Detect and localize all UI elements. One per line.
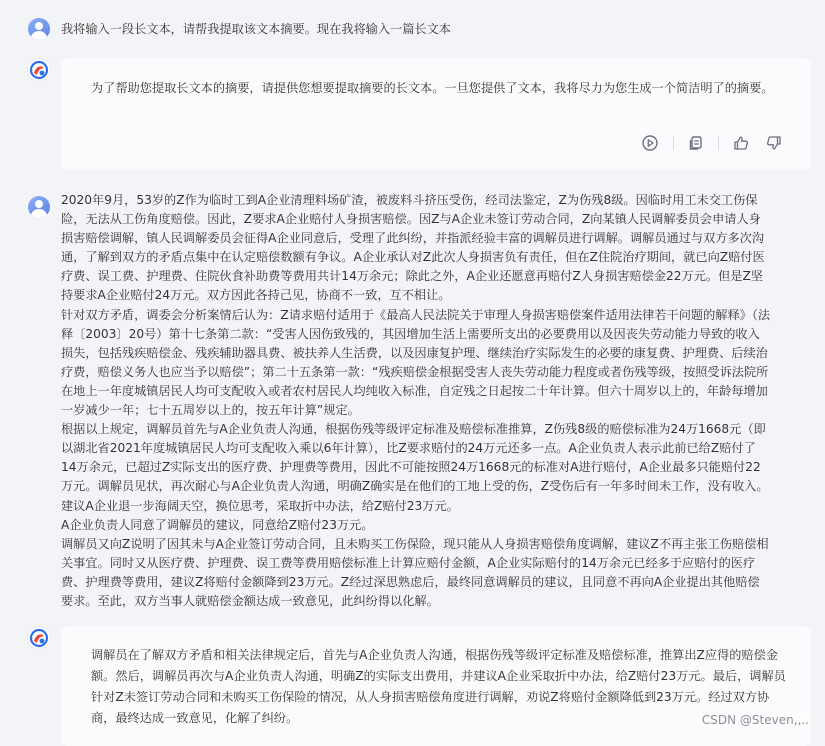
- watermark: CSDN @Steven,,..: [701, 713, 809, 727]
- bot-message: 调解员在了解双方矛盾和相关法律规定后，首先与A企业负责人沟通，根据伤残等级评定标准及赔偿标准，推算出Z应得的赔偿金额。然后，调解员再次与A企业负责人沟通，明确Z的实际支出费用，并建议A企业采取折中办法，给Z赔付23万元。最后，调解员针对Z未签订劳动合同和未购买工伤保险的情况，从人身损害赔偿角度进行调解，劝说Z将赔付金额降低到23万元。经过双方协商，最终达成一致意见，化解了纠纷。: [91, 648, 786, 725]
- message-paragraph: A企业负责人同意了调解员的建议，同意给Z赔付23万元。: [61, 517, 374, 532]
- user-avatar: [28, 18, 50, 40]
- action-divider: [718, 136, 719, 150]
- bot-response-card: [61, 58, 811, 170]
- bot-response-card: [61, 626, 811, 746]
- action-divider: [673, 136, 674, 150]
- message-paragraph: 2020年9月，53岁的Z作为临时工到A企业清理料场矿渣，被废料斗挤压受伤，经司法鉴定，Z为伤残8级。因临时用工未交工伤保险，无法从工伤角度赔偿。因此，Z要求A企业赔付人身损害赔偿。因Z与A企业未签订劳动合同，Z向某镇人民调解委员会申请人身损害赔偿调解，镇人民调解委员会征得A企业同意后，受理了此纠纷，并指派经验丰富的调解员进行调解。调解员通过与双方多次沟通，了解到双方的矛盾点集中在认定赔偿数额有争议。A企业承认对Z此次人身损害负有责任，但在Z住院治疗期间，就已向Z赔付医疗费、误工费、护理费、住院伙食补助费等费用共计14万余元；除此之外，A企业还愿意再赔付Z人身损害赔偿金22万元。但是Z坚持要求A企业赔付24万元。双方因此各持己见，协商不一致，互不相让。: [61, 193, 765, 303]
- message-paragraph: 调解员又向Z说明了因其未与A企业签订劳动合同，且未购买工伤保险，现只能从人身损害赔偿角度调解，建议Z不再主张工伤赔偿相关事宜。同时又从医疗费、护理费、误工费等费用赔偿标准上计算应赔付金额，A企业实际赔付的14万余元已经多于应赔付的医疗费、护理费等费用，建议Z将赔付金额降到23万元。Z经过深思熟虑后，最终同意调解员的建议，且同意不再向A企业提出其他赔偿要求。至此，双方当事人就赔偿金额达成一致意见，此纠纷得以化解。: [61, 536, 769, 608]
- message-paragraph: 根据以上规定，调解员首先与A企业负责人沟通，根据伤残等级评定标准及赔偿标准推算，Z伤残8级的赔偿标准为24万1668元（即以湖北省2021年度城镇居民人均可支配收入乘以6年计算），比Z要求赔付的24万元还多一点。A企业负责人表示此前已给Z赔付了14万余元，已超过Z实际支出的医疗费、护理费等费用，因此不可能按照24万1668元的标准对A进行赔付，A企业最多只能赔付22万元。调解员见状，再次耐心与A企业负责人沟通，明确Z确实是在他们的工地上受的伤，Z受伤后有一年多时间未工作，没有收入。建议A企业退一步海阔天空，换位思考，采取折中办法，给Z赔付23万元。: [61, 422, 769, 513]
- bot-logo-icon: [28, 59, 50, 81]
- bot-message: 为了帮助您提取长文本的摘要，请提供您想要提取摘要的长文本。一旦您提供了文本，我将尽力为您生成一个简洁明了的摘要。: [91, 81, 774, 95]
- bot-avatar: [28, 59, 50, 81]
- user-long-message: [61, 191, 771, 611]
- thumbs-up-icon[interactable]: [732, 134, 750, 152]
- copy-icon[interactable]: [687, 134, 705, 152]
- message-paragraph: 针对双方矛盾，调委会分析案情后认为：Z请求赔付适用于《最高人民法院关于审理人身损害赔偿案件适用法律若干问题的解释》（法释〔2003〕20号）第十七条第二款：“受害人因伤致残的，其因增加生活上需要所支出的必要费用以及因丧失劳动能力导致的收入损失，包括残疾赔偿金、残疾辅助器具费、被扶养人生活费，以及因康复护理、继续治疗实际发生的必要的康复费、护理费、后续治疗费，赔偿义务人也应当予以赔偿”；第二十五条第一款：“残疾赔偿金根据受害人丧失劳动能力程度或者伤残等级，按照受诉法院所在地上一年度城镇居民人均可支配收入或者农村居民人均纯收入标准，自定残之日起按二十年计算。但六十周岁以上的，年龄每增加一岁减少一年；七十五周岁以上的，按五年计算”规定。: [61, 307, 771, 418]
- user-message: 我将输入一段长文本，请帮我提取该文本摘要。现在我将输入一篇长文本: [61, 22, 451, 36]
- user-avatar: [28, 196, 50, 218]
- bot-avatar: [28, 627, 50, 649]
- bot-logo-icon: [28, 627, 50, 649]
- play-icon[interactable]: [641, 134, 659, 152]
- thumbs-down-icon[interactable]: [765, 134, 783, 152]
